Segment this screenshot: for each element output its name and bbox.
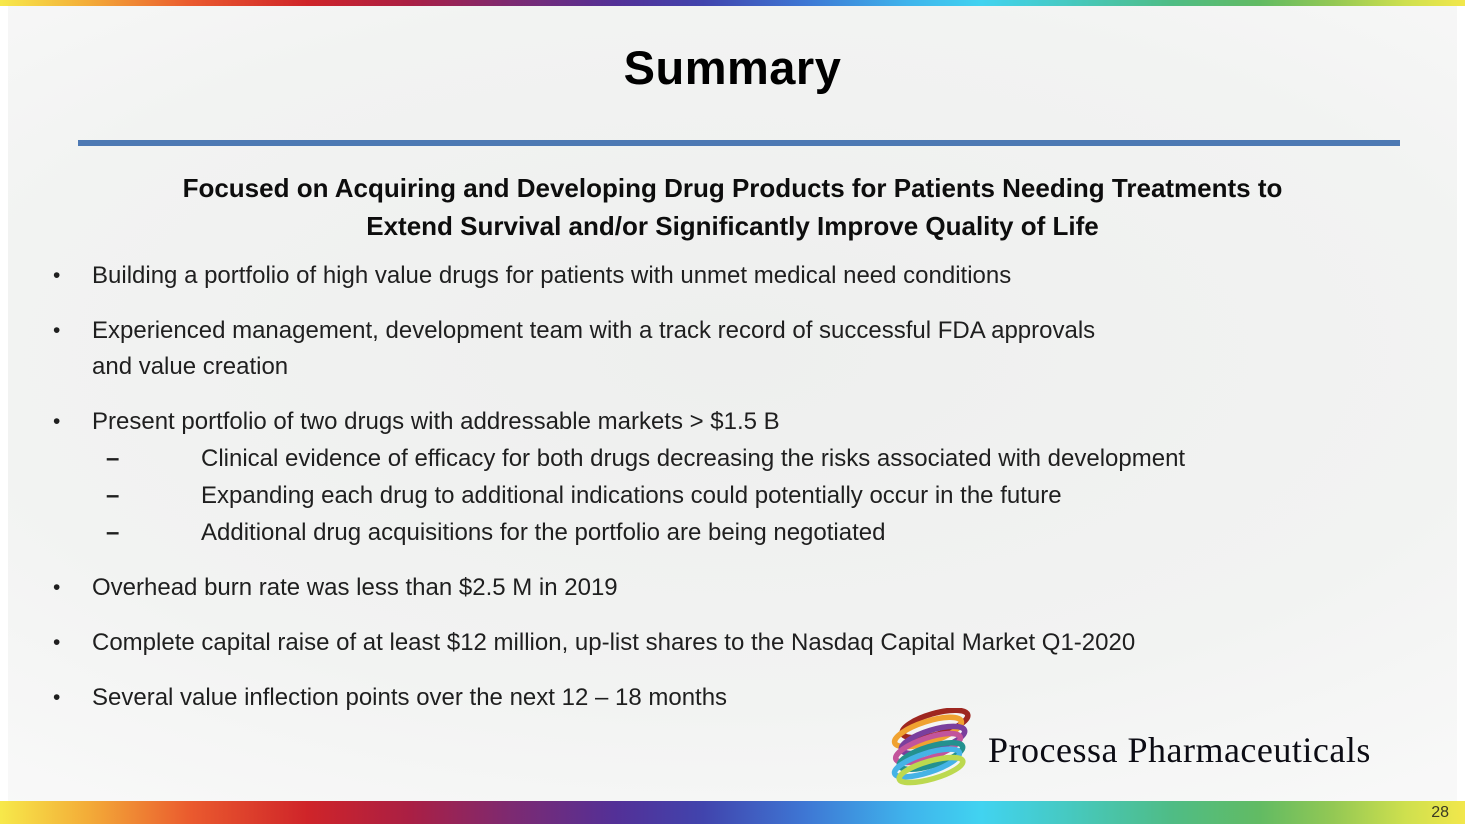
- page-number: 28: [1431, 804, 1449, 821]
- bullet-item: [48, 258, 1443, 294]
- bullet-list: [48, 258, 1443, 716]
- subtitle-line-1: Focused on Acquiring and Developing Drug Products for Patients Needing Treatments to: [182, 173, 1283, 203]
- bullet-item: [48, 570, 1443, 606]
- bullet-text: Overhead burn rate was less than $2.5 M in 2019: [92, 574, 618, 601]
- bullet-text: Complete capital raise of at least $12 million, up-list shares to the Nasdaq Capital Market Q1-2020: [92, 629, 1136, 656]
- title-underline-rule: [78, 140, 1400, 146]
- dash-marker: –: [106, 445, 120, 472]
- slide-subtitle: [0, 169, 1465, 245]
- bullet-marker: •: [53, 410, 61, 433]
- bullet-marker: •: [53, 319, 61, 342]
- bullet-marker: •: [53, 631, 61, 654]
- bullet-text: Experienced management, development team with a track record of successful FDA approvals and value creation: [92, 317, 1096, 380]
- processa-swirl-icon: [878, 708, 982, 792]
- bullet-marker: •: [53, 264, 61, 287]
- bullet-marker: •: [53, 686, 61, 709]
- bullet-text: Clinical evidence of efficacy for both drugs decreasing the risks associated with development: [201, 445, 1186, 472]
- sub-bullet-item: [48, 478, 1443, 514]
- bullet-text: Additional drug acquisitions for the portfolio are being negotiated: [201, 519, 886, 546]
- sub-bullet-item: [48, 441, 1443, 477]
- sub-bullet-item: [48, 515, 1443, 551]
- company-name: Processa Pharmaceuticals: [988, 730, 1371, 770]
- dash-marker: –: [106, 482, 120, 509]
- bullet-item: [48, 625, 1443, 661]
- bullet-text: Expanding each drug to additional indications could potentially occur in the future: [201, 482, 1062, 509]
- bullet-text: Present portfolio of two drugs with addressable markets > $1.5 B: [92, 408, 780, 435]
- bullet-text: Building a portfolio of high value drugs for patients with unmet medical need conditions: [92, 262, 1012, 289]
- bullet-item: [48, 313, 1443, 385]
- slide-title: Summary: [623, 41, 842, 94]
- bullet-marker: •: [53, 576, 61, 599]
- dash-marker: –: [106, 519, 120, 546]
- rainbow-strip-top: [0, 0, 1465, 6]
- subtitle-line-2: Extend Survival and/or Significantly Improve Quality of Life: [366, 211, 1099, 241]
- bullet-text: Several value inflection points over the next 12 – 18 months: [92, 684, 728, 711]
- company-logo: [878, 708, 1371, 792]
- rainbow-strip-bottom: [0, 801, 1465, 824]
- bullet-item: [48, 404, 1443, 440]
